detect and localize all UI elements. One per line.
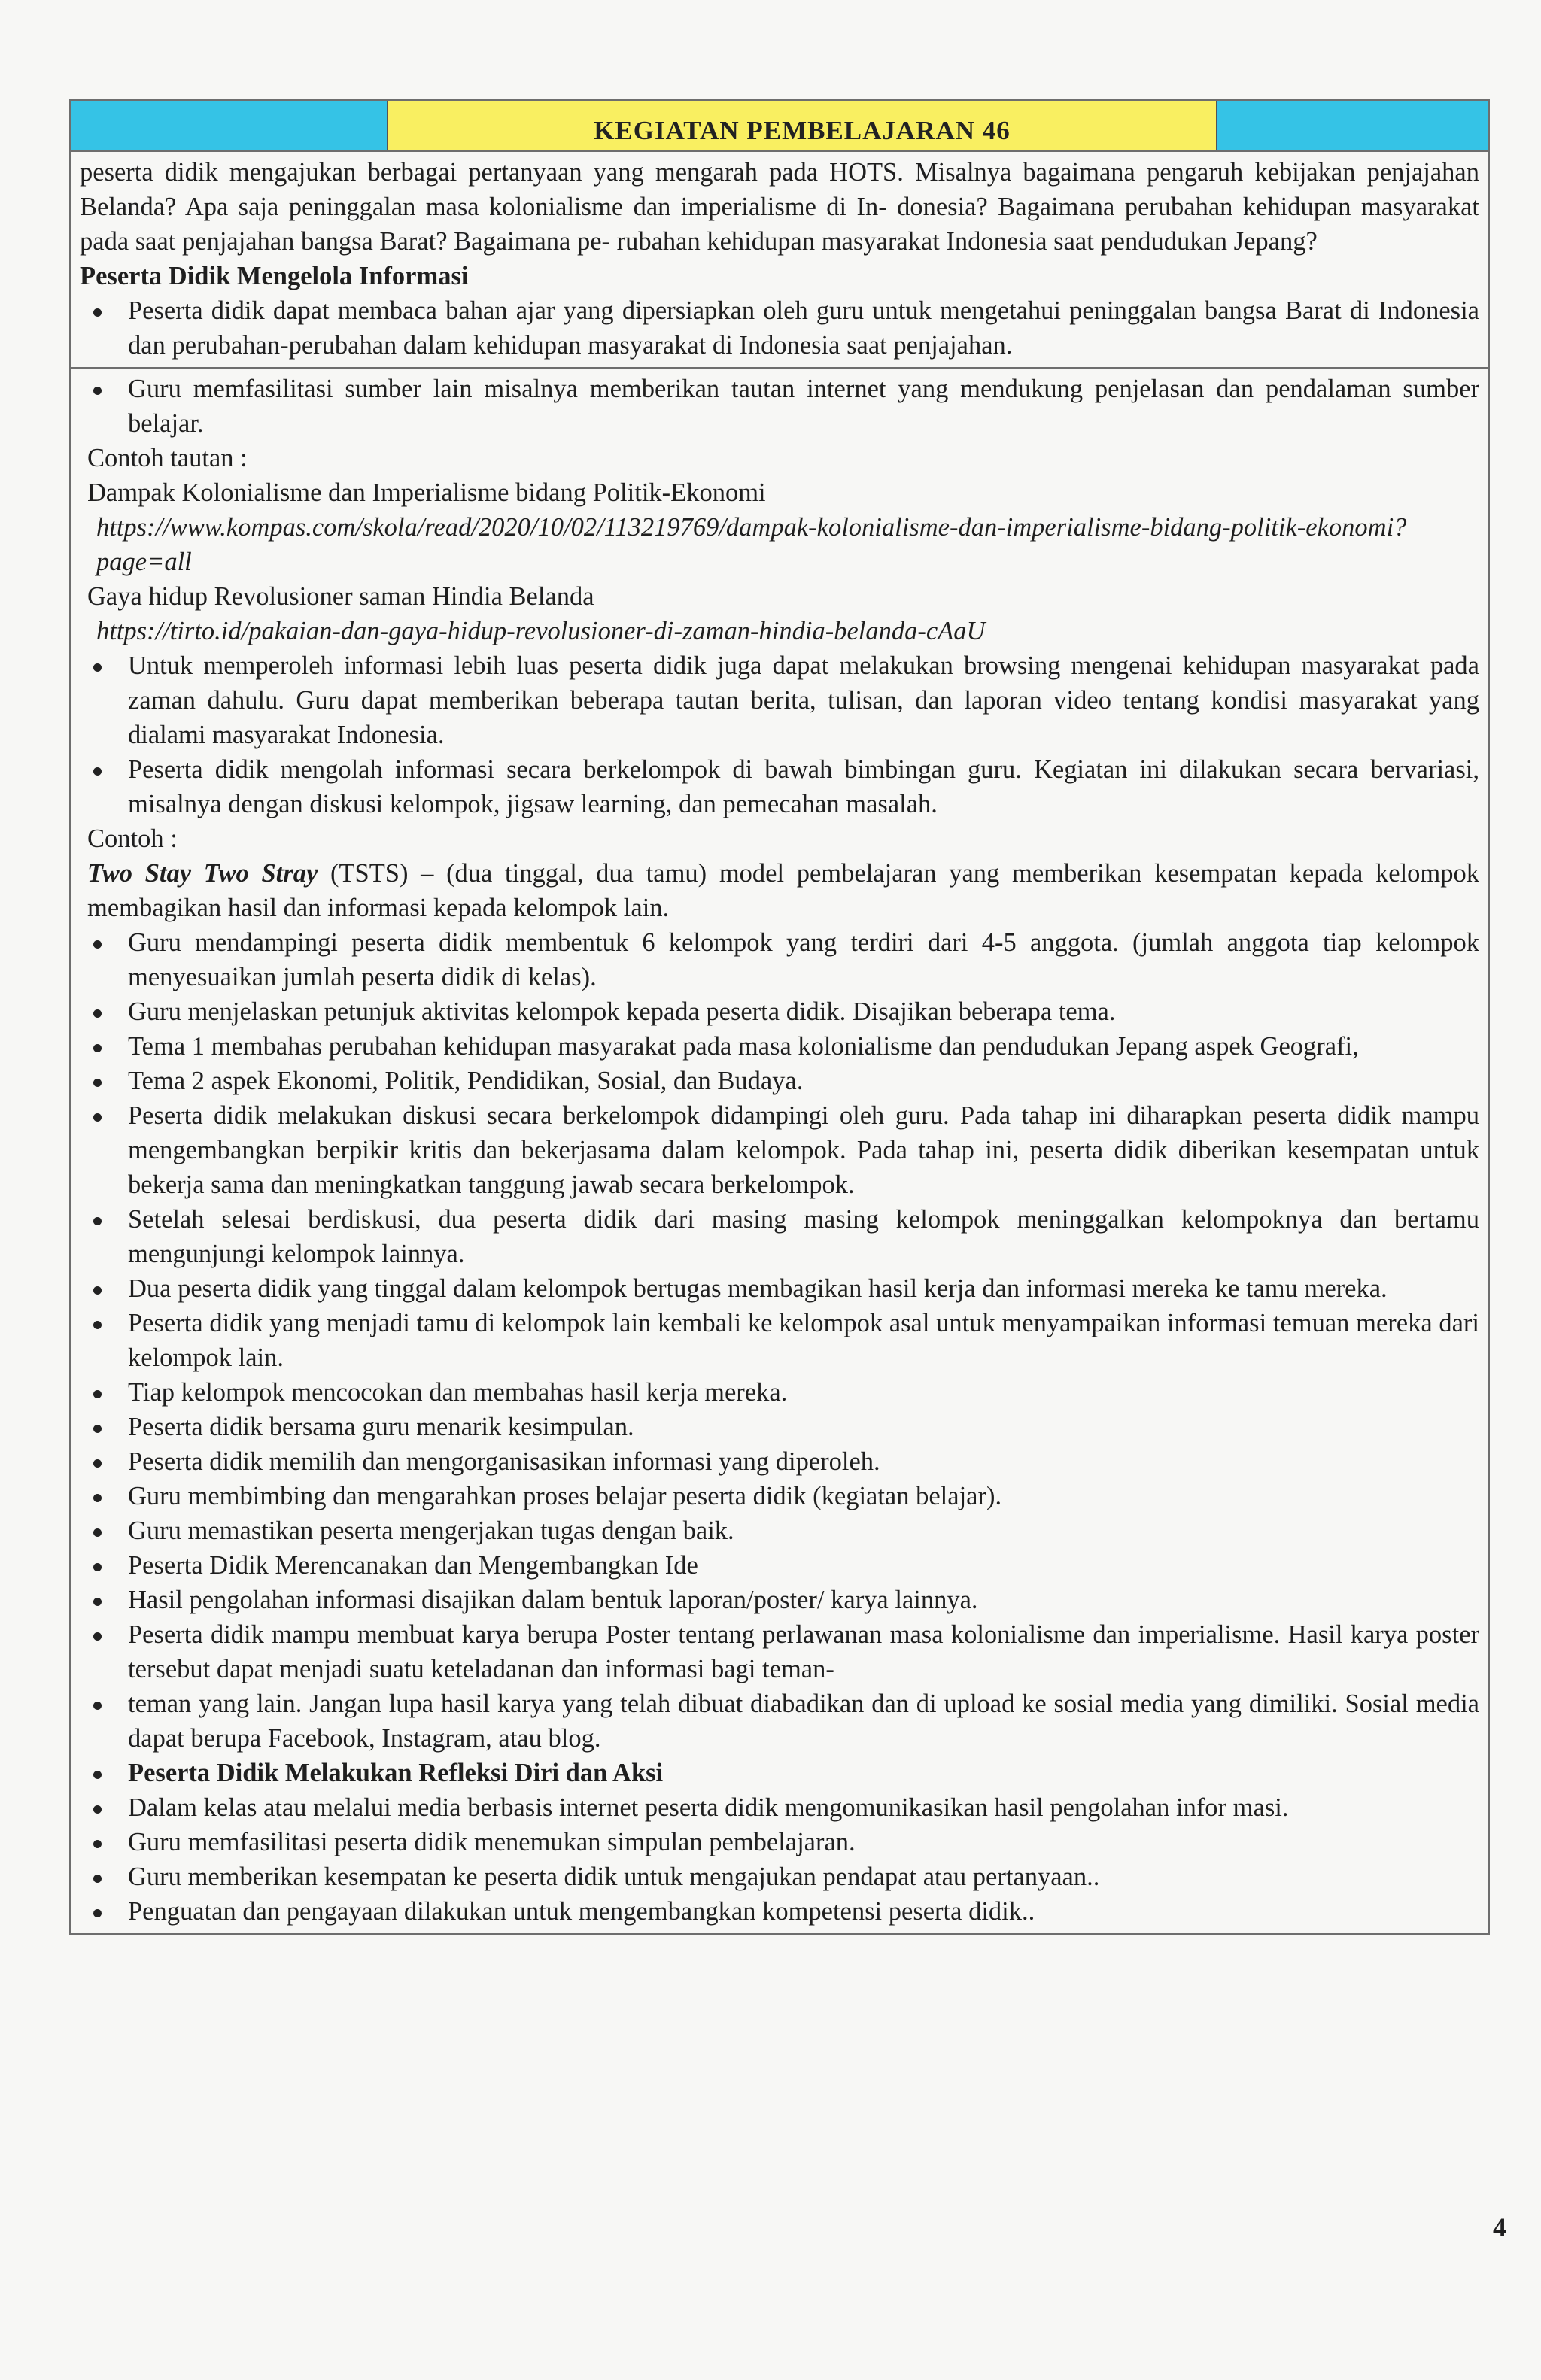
- header-title-cell: [387, 101, 1217, 150]
- intro-paragraph: peserta didik mengajukan berbagai pertanyaan yang mengarah pada HOTS. Misalnya bagaimana pengaruh kebijakan penjajahan Belanda? Apa saja peninggalan masa kolonialisme dan imperialisme di In- donesia? Bagaimana perubahan kehidupan masyarakat pada saat penjajahan bangsa Barat? Bagaimana pe- rubahan kehidupan masyarakat Indonesia saat pendudukan Jepang?: [80, 158, 1479, 256]
- table-header: [71, 101, 1488, 152]
- bullet-icon: [93, 1113, 102, 1122]
- list-item: Guru menjelaskan petunjuk aktivitas kelompok kepada peserta didik. Disajikan beberapa tema.: [80, 994, 1479, 1029]
- list-item: Guru membimbing dan mengarahkan proses belajar peserta didik (kegiatan belajar).: [80, 1479, 1479, 1513]
- list-item: Guru memastikan peserta mengerjakan tugas dengan baik.: [80, 1513, 1479, 1548]
- link-title: Gaya hidup Revolusioner saman Hindia Belanda: [87, 582, 594, 611]
- activity-list: [80, 925, 1479, 1756]
- bullet-icon: [93, 1598, 102, 1606]
- section-1: [71, 152, 1488, 369]
- bullet-icon: [93, 1702, 102, 1710]
- list-item: Peserta Didik Merencanakan dan Mengembangkan Ide: [80, 1548, 1479, 1583]
- reflection-list: [80, 1790, 1479, 1929]
- link-url[interactable]: https://www.kompas.com/skola/read/2020/10/02/113219769/dampak-kolonialisme-dan-imperialisme-bidang-politik-ekonomi?page=all: [96, 513, 1407, 576]
- bullet-icon: [93, 1632, 102, 1641]
- bullet-icon: [93, 1009, 102, 1018]
- bullet-icon: [93, 1494, 102, 1502]
- section-2: [71, 369, 1488, 1933]
- tsts-name: Two Stay Two Stray: [87, 859, 318, 888]
- list-item: Guru memberikan kesempatan ke peserta didik untuk mengajukan pendapat atau pertanyaan..: [80, 1859, 1479, 1894]
- contoh-tautan-label: Contoh tautan :: [87, 444, 248, 472]
- bullet-icon: [93, 940, 102, 949]
- list-item: Setelah selesai berdiskusi, dua peserta didik dari masing masing kelompok meninggalkan kelompoknya dan bertamu mengunjungi kelompok lainnya.: [80, 1202, 1479, 1271]
- list-item: Penguatan dan pengayaan dilakukan untuk mengembangkan kompetensi peserta didik..: [80, 1894, 1479, 1929]
- bullet-icon: [93, 1909, 102, 1917]
- list-item: teman yang lain. Jangan lupa hasil karya yang telah dibuat diabadikan dan di upload ke sosial media yang dimiliki. Sosial media dapat berupa Facebook, Instagram, atau blog.: [80, 1686, 1479, 1756]
- list-item: Dua peserta didik yang tinggal dalam kelompok bertugas membagikan hasil kerja dan informasi mereka ke tamu mereka.: [80, 1271, 1479, 1306]
- bullet-icon: [93, 1459, 102, 1468]
- bullet-icon: [93, 308, 102, 317]
- header-title: KEGIATAN PEMBELAJARAN 46: [594, 116, 1011, 145]
- bullet-icon: [93, 1286, 102, 1295]
- section-heading: Peserta Didik Mengelola Informasi: [80, 262, 469, 290]
- lesson-table: [69, 99, 1490, 1935]
- list-item: Peserta didik yang menjadi tamu di kelompok lain kembali ke kelompok asal untuk menyampaikan informasi temuan mereka dari kelompok lain.: [80, 1306, 1479, 1375]
- list-item: Tema 2 aspek Ekonomi, Politik, Pendidikan, Sosial, dan Budaya.: [80, 1064, 1479, 1098]
- list-item: Dalam kelas atau melalui media berbasis internet peserta didik mengomunikasikan hasil pengolahan infor masi.: [80, 1790, 1479, 1825]
- bullet-icon: [93, 1390, 102, 1398]
- bullet-icon: [93, 1217, 102, 1225]
- list-item: Hasil pengolahan informasi disajikan dalam bentuk laporan/poster/ karya lainnya.: [80, 1583, 1479, 1617]
- bullet-icon: [93, 767, 102, 776]
- bullet-icon: [93, 387, 102, 395]
- list-item: Guru mendampingi peserta didik membentuk 6 kelompok yang terdiri dari 4-5 anggota. (jumlah anggota tiap kelompok menyesuaikan jumlah peserta didik di kelas).: [80, 925, 1479, 994]
- bullet-icon: [93, 1528, 102, 1537]
- contoh-label: Contoh :: [87, 824, 178, 853]
- list-item: Peserta didik bersama guru menarik kesimpulan.: [80, 1410, 1479, 1444]
- link-title: Dampak Kolonialisme dan Imperialisme bidang Politik-Ekonomi: [87, 478, 766, 507]
- bullet-icon: [93, 1805, 102, 1814]
- list-item: Peserta didik mengolah informasi secara berkelompok di bawah bimbingan guru. Kegiatan ini dilakukan secara bervariasi, misalnya dengan diskusi kelompok, jigsaw learning, dan pemecahan masalah.: [80, 752, 1479, 821]
- list-item: Peserta didik dapat membaca bahan ajar yang dipersiapkan oleh guru untuk mengetahui peninggalan bangsa Barat di Indonesia dan perubahan-perubahan dalam kehidupan masyarakat di Indonesia saat penjajahan.: [80, 293, 1479, 363]
- list-item: Untuk memperoleh informasi lebih luas peserta didik juga dapat melakukan browsing mengenai kehidupan masyarakat pada zaman dahulu. Guru dapat memberikan beberapa tautan berita, tulisan, dan laporan video tentang kondisi masyarakat yang dialami masyarakat Indonesia.: [80, 648, 1479, 752]
- list-item: Guru memfasilitasi sumber lain misalnya memberikan tautan internet yang mendukung penjelasan dan pendalaman sumber belajar.: [80, 372, 1479, 441]
- bullet-icon: [93, 1079, 102, 1087]
- bullet-icon: [93, 1425, 102, 1433]
- bullet-icon: [93, 663, 102, 672]
- list-item: Peserta didik melakukan diskusi secara berkelompok didampingi oleh guru. Pada tahap ini diharapkan peserta didik mampu mengembangkan berpikir kritis dan bekerjasama dalam kelompok. Pada tahap ini, peserta didik diberikan kesempatan untuk bekerja sama dan meningkatkan tanggung jawab secara berkelompok.: [80, 1098, 1479, 1202]
- list-item: Peserta didik memilih dan mengorganisasikan informasi yang diperoleh.: [80, 1444, 1479, 1479]
- list-item: Guru memfasilitasi peserta didik menemukan simpulan pembelajaran.: [80, 1825, 1479, 1859]
- bullet-icon: [93, 1044, 102, 1052]
- bullet-icon: [93, 1563, 102, 1571]
- link-url[interactable]: https://tirto.id/pakaian-dan-gaya-hidup-revolusioner-di-zaman-hindia-belanda-cAaU: [96, 617, 986, 645]
- bullet-icon: [93, 1771, 102, 1779]
- bullet-icon: [93, 1321, 102, 1329]
- list-item: Tiap kelompok mencocokan dan membahas hasil kerja mereka.: [80, 1375, 1479, 1410]
- page-number: 4: [1493, 2212, 1506, 2242]
- bullet-icon: [93, 1840, 102, 1848]
- tsts-paragraph: [80, 856, 1479, 925]
- bullet-icon: [93, 1875, 102, 1883]
- refleksi-heading: Peserta Didik Melakukan Refleksi Diri dan Aksi: [80, 1756, 1479, 1790]
- list-item: Tema 1 membahas perubahan kehidupan masyarakat pada masa kolonialisme dan pendudukan Jepang aspek Geografi,: [80, 1029, 1479, 1064]
- list-item: Peserta didik mampu membuat karya berupa Poster tentang perlawanan masa kolonialisme dan imperialisme. Hasil karya poster tersebut dapat menjadi suatu keteladanan dan informasi bagi teman-: [80, 1617, 1479, 1686]
- tsts-description: (TSTS) – (dua tinggal, dua tamu) model pembelajaran yang memberikan kesempatan kepada kelompok membagikan hasil dan informasi kepada kelompok lain.: [87, 859, 1479, 922]
